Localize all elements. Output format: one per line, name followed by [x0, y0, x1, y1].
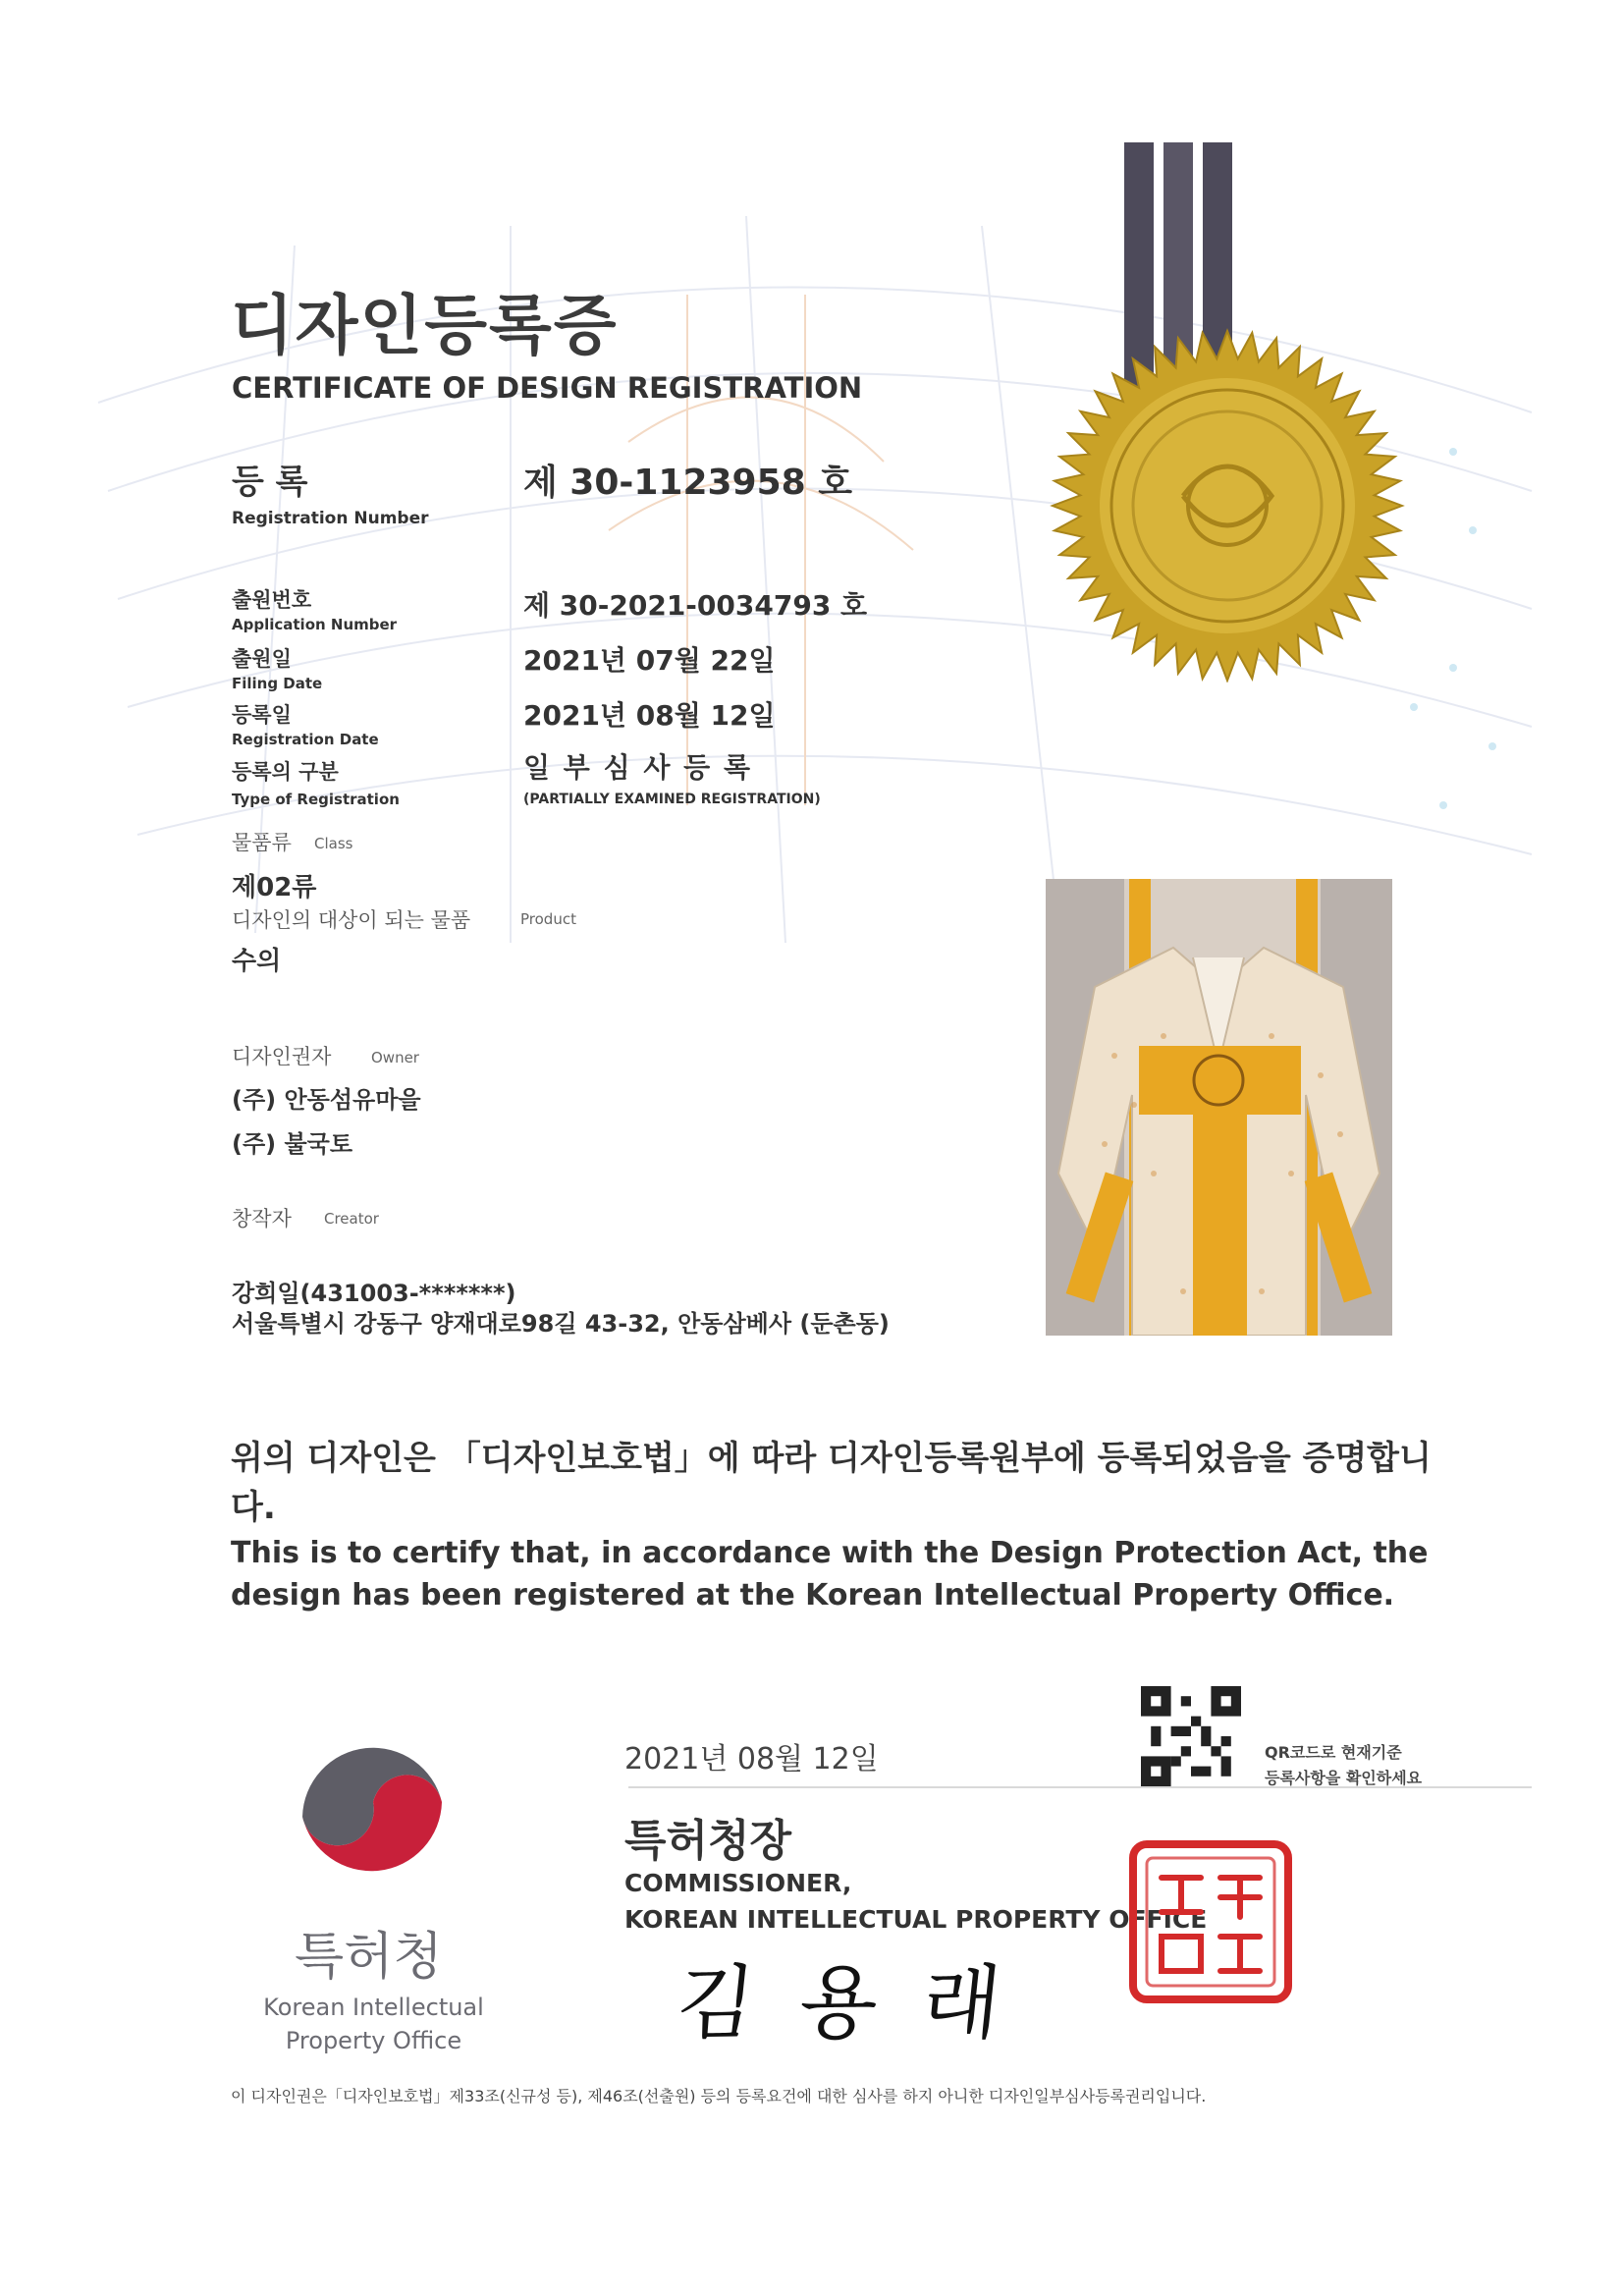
- product-photo: [1046, 879, 1392, 1336]
- registration-date-label: 등록일: [232, 703, 292, 727]
- gold-seal-icon: [1046, 142, 1409, 683]
- kipo-name-en: Korean Intellectual: [263, 1994, 484, 2021]
- owner-name: (주) 안동섬유마을: [232, 1086, 421, 1114]
- creator-label-en: Creator: [324, 1210, 379, 1228]
- class-label-en: Class: [314, 835, 353, 852]
- class-label: 물품류: [232, 831, 292, 854]
- registration-number: 제 30-1123958 호: [523, 463, 852, 503]
- filing-date: 2021년 07월 22일: [523, 644, 776, 677]
- owner-name: (주) 불국토: [232, 1130, 353, 1158]
- registration-label-en: Registration Number: [232, 509, 429, 528]
- registration-date-label-en: Registration Date: [232, 731, 379, 748]
- product-label: 디자인의 대상이 되는 물품: [232, 908, 471, 932]
- signer-title-en: KOREAN INTELLECTUAL PROPERTY OFFICE: [624, 1905, 1208, 1934]
- registration-type-label: 등록의 구분: [232, 760, 339, 784]
- application-number-label: 출원번호: [232, 588, 312, 612]
- registration-type-en: (PARTIALLY EXAMINED REGISTRATION): [523, 792, 821, 807]
- filing-date-label-en: Filing Date: [232, 675, 323, 692]
- filing-date-label: 출원일: [232, 647, 292, 671]
- application-number-label-en: Application Number: [232, 616, 398, 633]
- owner-label: 디자인권자: [232, 1045, 332, 1068]
- qr-note: 등록사항을 확인하세요: [1265, 1769, 1423, 1787]
- product-value: 수의: [232, 947, 282, 976]
- certificate-subtitle: CERTIFICATE OF DESIGN REGISTRATION: [232, 371, 863, 405]
- creator-name: 강희일(431003-*******): [232, 1280, 516, 1307]
- certification-text-ko: 위의 디자인은 「디자인보호법」에 따라 디자인등록원부에 등록되었음을 증명합니다.: [231, 1439, 1432, 1527]
- registration-type: 일 부 심 사 등 록: [523, 751, 753, 784]
- application-number: 제 30-2021-0034793 호: [523, 589, 868, 622]
- certification-text-en: This is to certify that, in accordance with the Design Protection Act, the design has been registered at the Korean Intellectual Property Office.: [231, 1536, 1429, 1613]
- registration-date: 2021년 08월 12일: [523, 699, 776, 732]
- owner-label-en: Owner: [371, 1049, 419, 1066]
- signature: 김 용 래: [672, 1957, 1016, 2050]
- class-value: 제02류: [232, 873, 317, 902]
- creator-address: 서울특별시 강동구 양재대로98길 43-32, 안동삼베사 (둔촌동): [232, 1310, 890, 1338]
- creator-label: 창작자: [232, 1207, 292, 1230]
- kipo-name-ko: 특허청: [295, 1928, 443, 1987]
- qr-code-icon[interactable]: [1141, 1686, 1241, 1786]
- registration-type-label-en: Type of Registration: [232, 791, 400, 808]
- product-label-en: Product: [520, 910, 576, 928]
- official-stamp-icon: [1127, 1838, 1294, 2005]
- signer-title-ko: 특허청장: [624, 1816, 792, 1866]
- qr-note: QR코드로 현재기준: [1265, 1743, 1402, 1762]
- kipo-logo-icon: [285, 1723, 461, 1905]
- certificate-title: 디자인등록증: [231, 288, 619, 363]
- issue-date: 2021년 08월 12일: [624, 1742, 879, 1777]
- signer-title-en: COMMISSIONER,: [624, 1869, 852, 1897]
- kipo-name-en: Property Office: [285, 2027, 462, 2054]
- footer-note: 이 디자인권은「디자인보호법」제33조(신규성 등), 제46조(선출원) 등의 등록요건에 대한 심사를 하지 아니한 디자인일부심사등록권리입니다.: [231, 2087, 1207, 2105]
- registration-label: 등 록: [232, 463, 308, 502]
